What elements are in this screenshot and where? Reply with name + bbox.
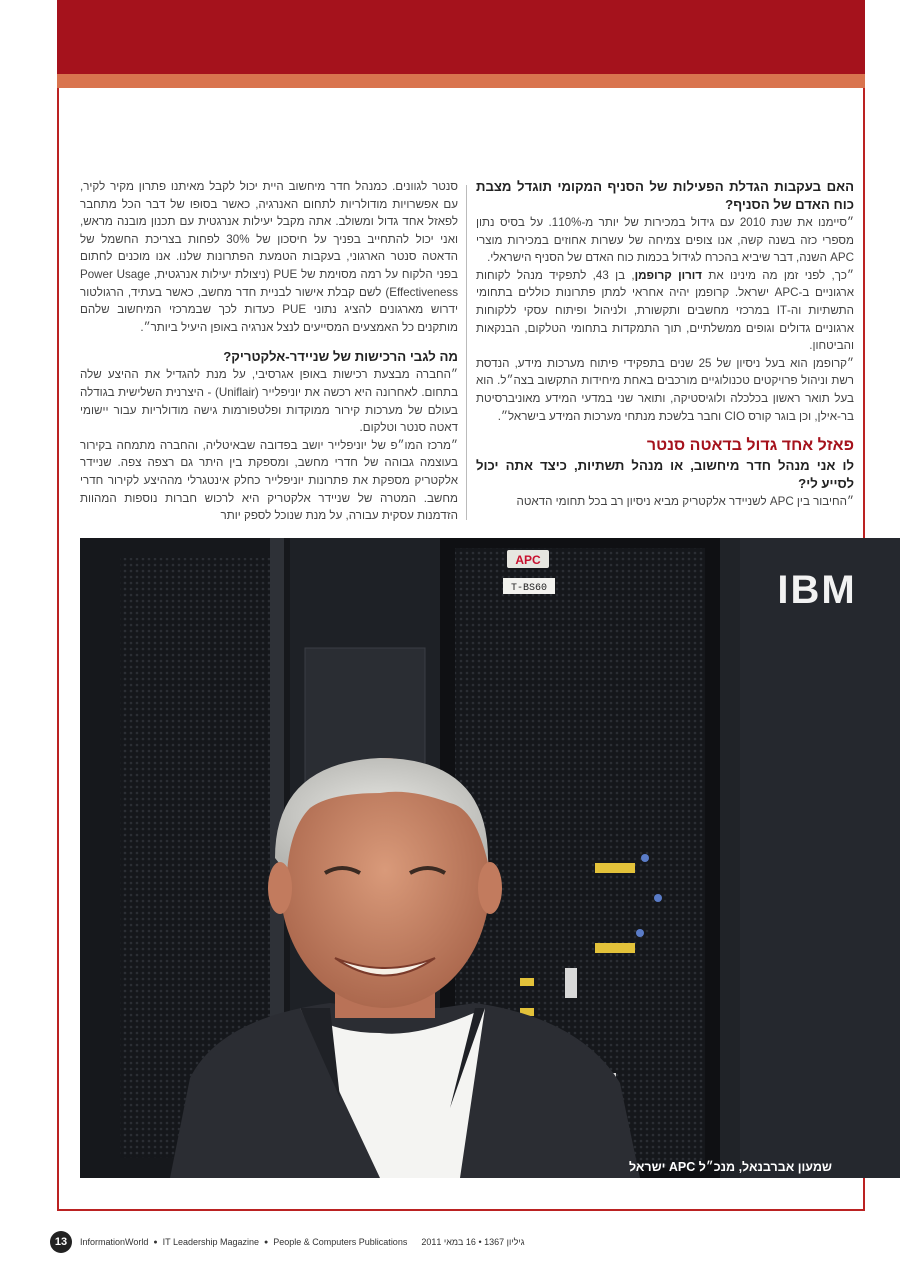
question-acquisitions: מה לגבי הרכישות של שניידר-אלקטריק? [223,349,458,365]
photo-caption: שמעון אברבנאל, מנכ״ל APC ישראל [628,1160,832,1174]
paragraph: ״החברה מבצעת רכישות באופן אגרסיבי, על מנת להגדיל את ההיצע שלה בתחום. לאחרונה היא רכשה את יוניפלייר (Uniflair) - היצרנית השלישית בגודלה בעולם של מערכות קירור ממוקדות ופלטפורמות גישה מודולריות עבור יישומי דאטה סנטר וטלקום. [80,368,459,435]
page-frame-left [57,88,59,1210]
paragraph: ״סיימנו את שנת 2010 עם גידול במכירות של יותר מ-110%. על בסיס נתון מספרי כזה בשנה קשה, אנו צופים צמיחה של עשרות אחוזים במכירות מוצרי APC השנה, דבר שיביא בהכרח לגידול בכמות כוח האדם של הסניף הישראלי. [476,216,854,265]
page-number: 13 [50,1231,72,1253]
section-title: פאזל אחד גדול בדאטה סנטר [646,437,854,455]
page-frame-bottom [57,1209,865,1211]
paragraph: סנטר לגוונים. כמנהל חדר מיחשוב היית יכול לקבל מאיתנו פתרון מקיר לקיר, עם אפשרויות מודולריות לתחום האנרגיה, כאשר בסופו של דבר הכל מתחבר לפאזל אחד גדול ומשולב. אתה מקבל יעילות אנרגטית עם תכנון מובנה מראש, ואני יכול להתחייב בפניך על חיסכון של 30% לפחות בצריכת החשמל של הדאטה סנטר הארגוני, בעקבות הטמעת הפתרונות שלנו. אנו מוכנים לחתום בפני הלקוח על רמה מסוימת של PUE (ניצולת יעילות אנרגטית, Power Usage Effectiveness) לשם קבלת אישור לבניית חדר מחשב, כאשר בעתיד, הרגולטור ידרוש מארגונים להציג נתוני PUE כעדות לכך שבמרכזי המיחשוב שלהם מותקנים כל האמצעים המסייעים לנצל אנרגיה באופן היעיל ביותר״. [80,180,458,334]
separator-dot: ● [264,1238,269,1246]
apc-rack-logo: APC [515,553,541,567]
issue-info: גיליון 1367 • 16 במאי 2011 [421,1237,525,1247]
paragraph: ״קרופמן הוא בעל ניסיון של 25 שנים בתפקידי פיתוח מערכות מידע, הנדסת רשת וניהול פרויקטים טכנולוגיים מורכבים באחת מיחידות התקשוב בצה״ל. הוא בעל תואר ראשון בכלכלה ולוגיסטיקה, ותואר שני במדעי המידע מאוניברסיטת בר-אילן, וכן בוגר קורס CIO וחבר בלשכת מנתחי מערכות המידע בישראל״. [476,356,854,423]
separator-dot: ● [153,1238,158,1246]
article-column-left [80,178,458,525]
paragraph: ״מרכז המו״פ של יוניפלייר יושב בפדובה שבאיטליה, והחברה מתמחה בקירור בעוצמה גבוהה של חדרי מחשב, ומספקת בין היתר גם רצפה צפה. שניידר אלקטריק מספקת את פתרונות יוניפלייר כחלק אינטגרלי מההיצע לקירור חדרי מחשב. המטרה של שניידר אלקטריק היא לרכוש חברות נוספות המהוות הזדמנות עסקית עבורה, על מנת שנוכל לספק יותר [80,438,458,523]
publication-name: IT Leadership Magazine [162,1237,260,1247]
portrait-photo [80,538,900,1178]
paragraph-kropman: ״כך, לפני זמן מה מינינו את דורון קרופמן, בן 43, לתפקיד מנהל לקוחות ארגוניים ב-APC ישראל. קרופמן יהיה אחראי למתן פתרונות כוללים בתחומי התשתיות וה-IT במרכזי מחשבים ותקשורת, ולניהול ופיתוח עסקי ללקוחות ארגוניים גדולים וגופים ממשלתיים, תוך התמקדות בתחומי הטלקום, הבנקאות והביטחון. [476,268,855,353]
column-divider [466,185,467,520]
question-help: לו אני מנהל חדר מיחשוב, או מנהל תשתיות, כיצד אתה יכול לסייע לי? [476,458,854,492]
ibm-logo: IBM [777,568,857,612]
question-staff-growth: האם בעקבות הגדלת הפעילות של הסניף המקומי תוגדל מצבת כוח האדם של הסניף? [476,179,854,212]
publication-name: InformationWorld [80,1237,149,1247]
banner-stripe [57,74,865,88]
publisher-name: People & Computers Publications [273,1237,408,1247]
top-banner [57,0,865,74]
rack-model-label: T-BS60 [510,583,548,594]
article-column-right [476,178,854,511]
photo-illustration [80,538,900,1178]
page-footer [50,1230,850,1254]
person-name: דורון קרופמן [634,268,703,282]
paragraph: ״החיבור בין APC לשניידר אלקטריק מביא ניסיון רב בכל תחומי הדאטה [516,495,854,509]
